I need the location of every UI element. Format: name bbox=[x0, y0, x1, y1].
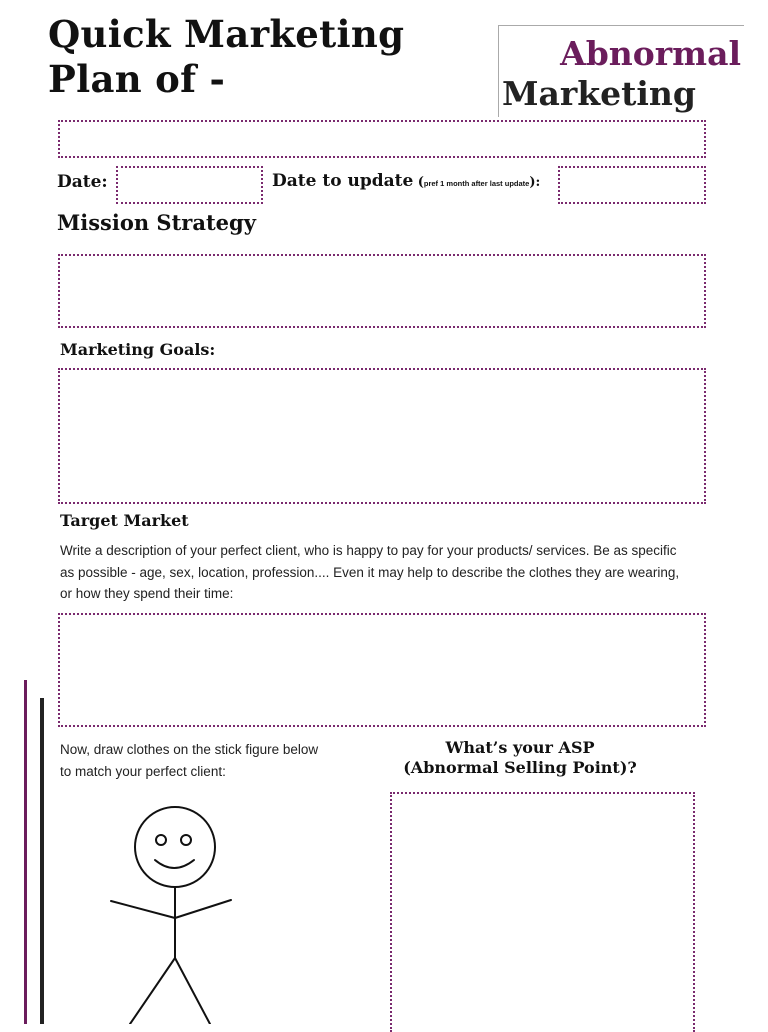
asp-heading bbox=[380, 738, 660, 778]
asp-heading-line-2: (Abnormal Selling Point)? bbox=[403, 758, 637, 777]
logo-word-abnormal: Abnormal bbox=[560, 34, 741, 73]
plan-name-field[interactable] bbox=[58, 120, 706, 158]
stick-figure-left-arm bbox=[111, 901, 175, 918]
update-date-label-text: Date to update bbox=[272, 171, 414, 191]
target-market-description: Write a description of your perfect client, who is happy to pay for your products/ services. Be as specific as possible - age, sex, location, profession.... Even it may help to describe the clothes they are wearing, or how they spend their time: bbox=[60, 543, 680, 601]
mission-strategy-field[interactable] bbox=[58, 254, 706, 328]
stick-figure-right-leg bbox=[175, 958, 210, 1024]
stick-figure-head bbox=[135, 807, 215, 887]
page-title-line-2: Plan of - bbox=[48, 57, 226, 101]
page-title-line-1: Quick Marketing bbox=[48, 12, 405, 56]
stick-figure-icon[interactable] bbox=[100, 800, 250, 1024]
draw-instructions bbox=[60, 739, 360, 782]
logo-word-marketing: Marketing bbox=[502, 74, 697, 113]
update-note-open: ( bbox=[417, 175, 424, 190]
accent-bar-purple bbox=[24, 680, 27, 1024]
stick-figure-left-eye bbox=[156, 835, 166, 845]
stick-figure-left-leg bbox=[130, 958, 175, 1024]
draw-instructions-line-1: Now, draw clothes on the stick figure below bbox=[60, 742, 319, 757]
update-date-field[interactable] bbox=[558, 166, 706, 204]
update-note-close: ): bbox=[529, 175, 541, 190]
asp-heading-line-1: What’s your ASP bbox=[445, 738, 595, 757]
target-market-heading: Target Market bbox=[60, 511, 189, 530]
stick-figure-smile bbox=[155, 860, 194, 868]
draw-instructions-line-2: to match your perfect client: bbox=[60, 763, 226, 779]
target-market-field[interactable] bbox=[58, 613, 706, 727]
marketing-goals-field[interactable] bbox=[58, 368, 706, 504]
stick-figure-right-eye bbox=[181, 835, 191, 845]
page-title bbox=[48, 12, 404, 102]
accent-bar-dark bbox=[40, 698, 44, 1024]
update-date-label bbox=[272, 171, 540, 191]
stick-figure-right-arm bbox=[175, 900, 231, 918]
marketing-goals-heading: Marketing Goals: bbox=[60, 340, 216, 359]
update-note: pref 1 month after last update bbox=[423, 179, 530, 188]
date-field[interactable] bbox=[116, 166, 263, 204]
brand-logo bbox=[498, 25, 744, 117]
mission-strategy-heading: Mission Strategy bbox=[57, 210, 256, 235]
date-label: Date: bbox=[57, 172, 108, 192]
asp-field[interactable] bbox=[390, 792, 695, 1032]
